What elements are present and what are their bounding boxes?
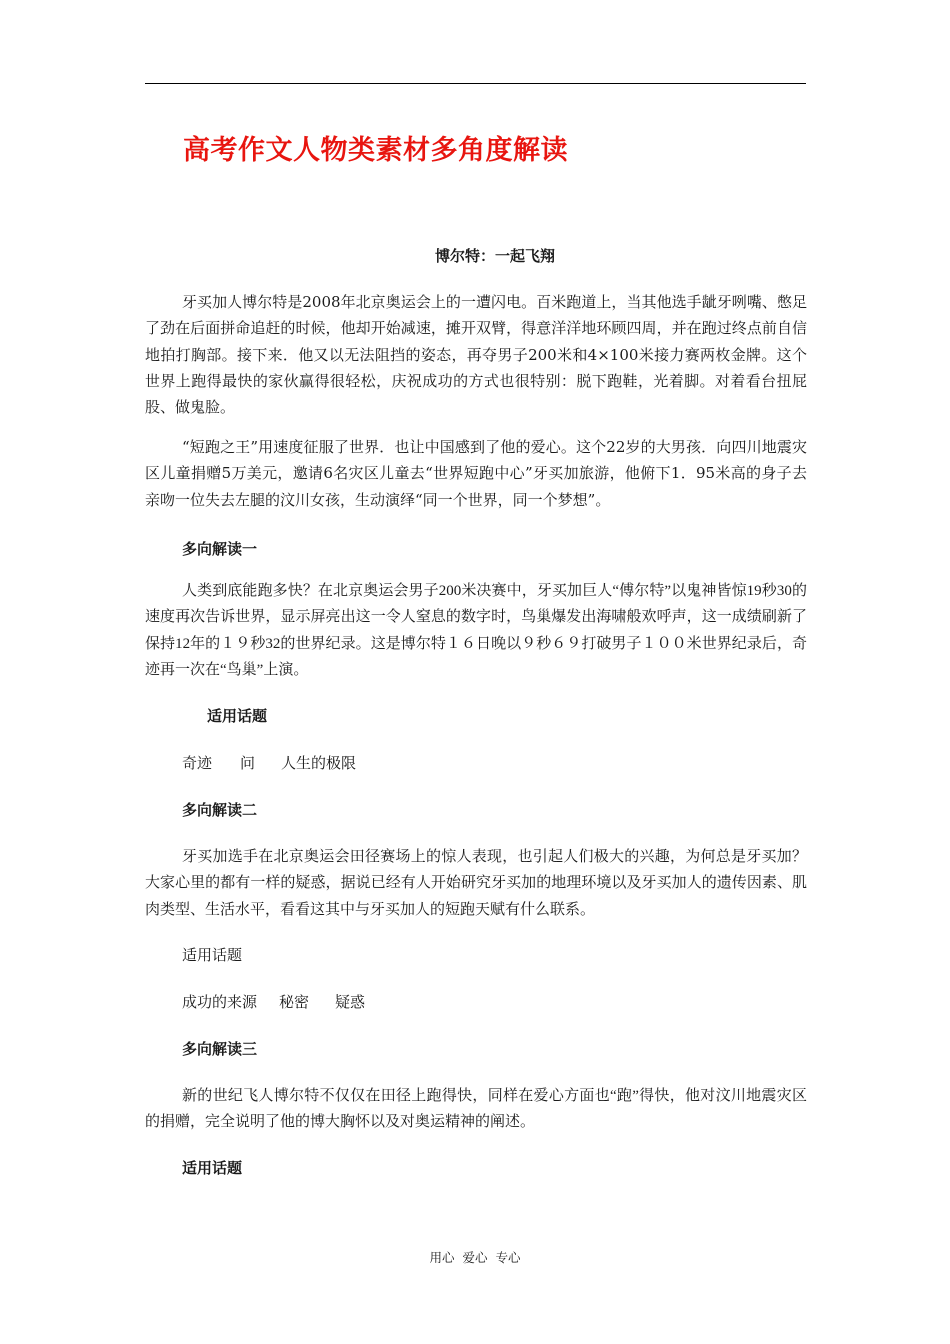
reading-2-text: 牙买加选手在北京奥运会田径赛场上的惊人表现，也引起人们极大的兴趣，为何总是牙买加？大家心里的都有一样的疑惑，据说已经有人开始研究牙买加的地理环境以及牙买加人的遗传因素、肌肉类型、生活水平，看看这其中与牙买加人的短跑天赋有什么联系。 — [145, 849, 807, 918]
reading-3-text: 新的世纪飞人博尔特不仅仅在田径上跑得快，同样在爱心方面也“跑”得快，他对汶川地震灾区的捐赠，完全说明了他的博大胸怀以及对奥运精神的阐述。 — [145, 1088, 807, 1131]
topic-item: 人生的极限 — [281, 754, 357, 772]
reading-3-topics-label: 适用话题 — [182, 1159, 243, 1177]
document-title: 高考作文人物类素材多角度解读 — [183, 135, 568, 166]
page-footer: 用心 爱心 专心 — [429, 1250, 521, 1265]
topic-item: 奇迹 — [182, 754, 213, 772]
reading-2-topics — [182, 990, 365, 1014]
reading-1-text: 人类到底能跑多快？在北京奥运会男子200米决赛中，牙买加巨人“傅尔特”以鬼神皆惊19秒30的速度再次告诉世界，显示屏亮出这一令人窒息的数字时，鸟巢爆发出海啸般欢呼声，这一成绩刷新了保持12年的１９秒32的世界纪录。这是博尔特１６日晚以９秒６９打破男子１００米世界纪录后，奇迹再一次在“鸟巢”上演。 — [145, 583, 807, 678]
reading-2-topics-label: 适用话题 — [182, 946, 243, 964]
topic-item: 成功的来源 — [182, 993, 258, 1011]
topic-item: 疑惑 — [335, 993, 366, 1011]
header-rule — [145, 83, 806, 84]
reading-1-topics-label: 适用话题 — [207, 707, 268, 725]
intro-paragraph-1: 牙买加人博尔特是2008年北京奥运会上的一遭闪电。百米跑道上，当其他选手龇牙咧嘴、憋足了劲在后面拼命追赶的时候，他却开始减速，摊开双臂，得意洋洋地环顾四周，并在跑过终点前自信地拍打胸部。接下来．他又以无法阻挡的姿态，再夺男子200米和4×100米接力赛两枚金牌。这个世界上跑得最快的家伙赢得很轻松，庆祝成功的方式也很特别：脱下跑鞋，光着脚。对着看台扭屁股、做鬼脸。 — [145, 293, 807, 417]
reading-1-heading: 多向解读一 — [182, 540, 258, 558]
intro-paragraph-2: “短跑之王”用速度征服了世界．也让中国感到了他的爱心。这个22岁的大男孩．向四川地震灾区儿童捐赠5万美元，邀请6名灾区儿童去“世界短跑中心”牙买加旅游，他俯下1．95米高的身子去亲吻一位失去左腿的汶川女孩，生动演绎“同一个世界，同一个梦想”。 — [145, 438, 807, 509]
reading-3-heading: 多向解读三 — [182, 1040, 258, 1058]
topic-item: 秘密 — [279, 993, 310, 1011]
reading-2-heading: 多向解读二 — [182, 801, 258, 819]
section-subtitle: 博尔特：一起飞翔 — [434, 247, 555, 265]
topic-item: 问 — [240, 754, 256, 772]
reading-1-topics — [182, 751, 356, 775]
